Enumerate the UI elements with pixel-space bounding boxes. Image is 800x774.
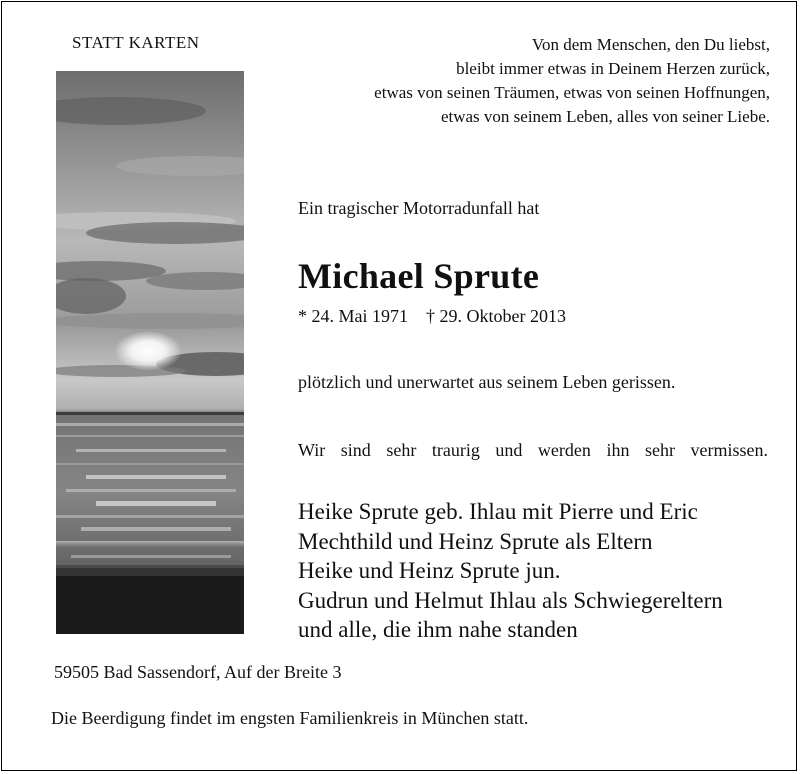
life-dates [298,306,566,327]
deceased-name: Michael Sprute [298,256,540,296]
intro-text: Ein tragischer Motorradunfall hat [298,198,540,218]
mourner-line: Heike Sprute geb. Ihlau mit Pierre und Eric [298,499,698,524]
sorrow-line: Wir sind sehr traurig und werden ihn sehr vermissen. [298,440,768,460]
death-date: † 29. Oktober 2013 [426,306,566,326]
poem-line: bleibt immer etwas in Deinem Herzen zurück, [456,59,770,78]
mourner-line: Heike und Heinz Sprute jun. [298,558,561,583]
poem [374,33,770,129]
funeral-note: Die Beerdigung findet im engsten Familienkreis in München statt. [51,708,529,728]
mourner-line: Mechthild und Heinz Sprute als Eltern [298,528,653,554]
mourner-line: und alle, die ihm nahe standen [298,617,578,642]
sunset-photo [56,71,244,634]
birth-date: * 24. Mai 1971 [298,306,408,326]
mourner-line: Gudrun und Helmut Ihlau als Schwiegereltern [298,587,723,613]
family-address: 59505 Bad Sassendorf, Auf der Breite 3 [54,662,342,682]
poem-line: etwas von seinem Leben, alles von seiner Liebe. [440,107,770,126]
header-label: STATT KARTEN [72,33,200,52]
poem-line: etwas von seinen Träumen, etwas von seinen Hoffnungen, [374,83,770,102]
poem-line: Von dem Menschen, den Du liebst, [531,35,770,54]
notice-sentence: plötzlich und unerwartet aus seinem Leben gerissen. [298,372,676,392]
mourners-list [298,497,723,645]
